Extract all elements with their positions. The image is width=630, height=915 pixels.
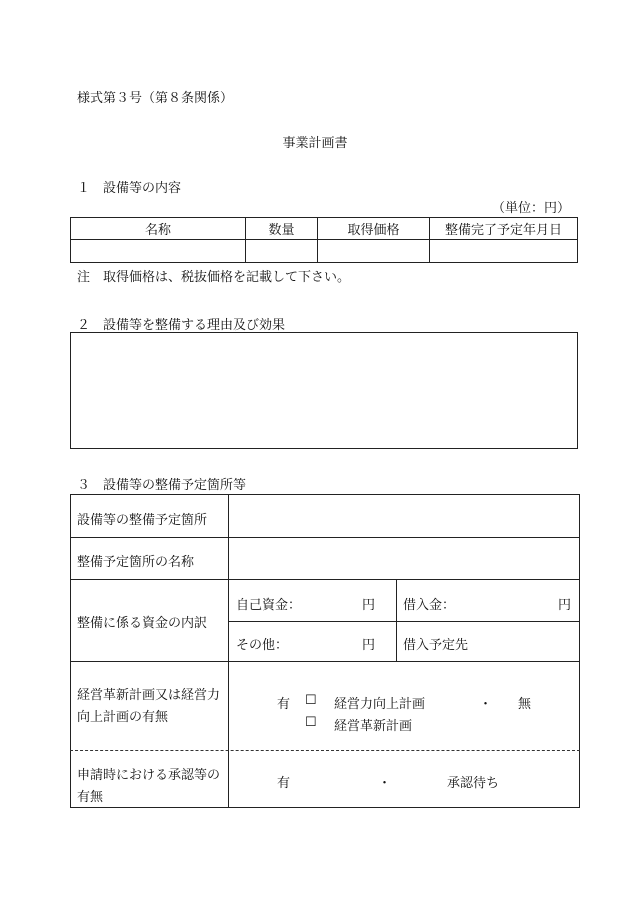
plan-separator: ・ <box>479 697 493 712</box>
checkbox-improvement[interactable]: ☐ <box>305 693 317 708</box>
section2-heading: ２ 設備等を整備する理由及び効果 <box>77 318 286 333</box>
funds-divider <box>396 579 397 661</box>
row-line <box>70 537 580 538</box>
form-number: 様式第３号（第８条関係） <box>77 91 234 106</box>
row-line <box>228 621 580 622</box>
col-name: 名称 <box>71 218 246 240</box>
cell-price[interactable] <box>318 240 430 263</box>
checkbox-innovation[interactable]: ☐ <box>305 715 317 730</box>
plan-no: 無 <box>518 697 532 712</box>
equipment-table <box>70 217 578 263</box>
approval-yes: 有 <box>277 776 291 791</box>
col-completion-date: 整備完了予定年月日 <box>430 218 578 240</box>
lender-label: 借入予定先 <box>403 638 469 653</box>
section1-heading: １ 設備等の内容 <box>77 181 182 196</box>
location-name-input[interactable] <box>230 539 578 578</box>
reason-effect-box[interactable] <box>70 332 578 449</box>
self-funds-yen: 円 <box>362 598 376 613</box>
loan-label: 借入金： <box>403 598 456 613</box>
label-plan: 経営革新計画又は経営力向上計画の有無 <box>77 688 221 725</box>
other-funds-label: その他： <box>236 638 289 653</box>
plan-option-improvement: 経営力向上計画 <box>334 697 426 712</box>
dashed-row-line <box>70 750 580 751</box>
cell-completion-date[interactable] <box>430 240 578 263</box>
other-funds-yen: 円 <box>362 638 376 653</box>
label-funds: 整備に係る資金の内訳 <box>77 616 208 631</box>
label-location-name: 整備予定箇所の名称 <box>77 555 195 570</box>
plan-option-innovation: 経営革新計画 <box>334 719 413 734</box>
label-divider <box>228 494 229 808</box>
label-location: 設備等の整備予定箇所 <box>77 513 208 528</box>
col-price: 取得価格 <box>318 218 430 240</box>
col-quantity: 数量 <box>246 218 318 240</box>
cell-quantity[interactable] <box>246 240 318 263</box>
loan-yen: 円 <box>558 598 572 613</box>
label-approval: 申請時における承認等の有無 <box>77 768 221 805</box>
section3-heading: ３ 設備等の整備予定箇所等 <box>77 478 247 493</box>
page-title: 事業計画書 <box>282 136 348 151</box>
approval-pending: 承認待ち <box>447 776 500 791</box>
location-input[interactable] <box>230 496 578 536</box>
row-line <box>70 579 580 580</box>
plan-yes: 有 <box>277 697 291 712</box>
cell-name[interactable] <box>71 240 246 263</box>
price-note: 注 取得価格は、税抜価格を記載して下さい。 <box>77 270 351 285</box>
self-funds-label: 自己資金： <box>236 598 302 613</box>
approval-separator: ・ <box>378 776 392 791</box>
row-line <box>70 661 580 662</box>
unit-label: （単位：円） <box>491 201 570 216</box>
